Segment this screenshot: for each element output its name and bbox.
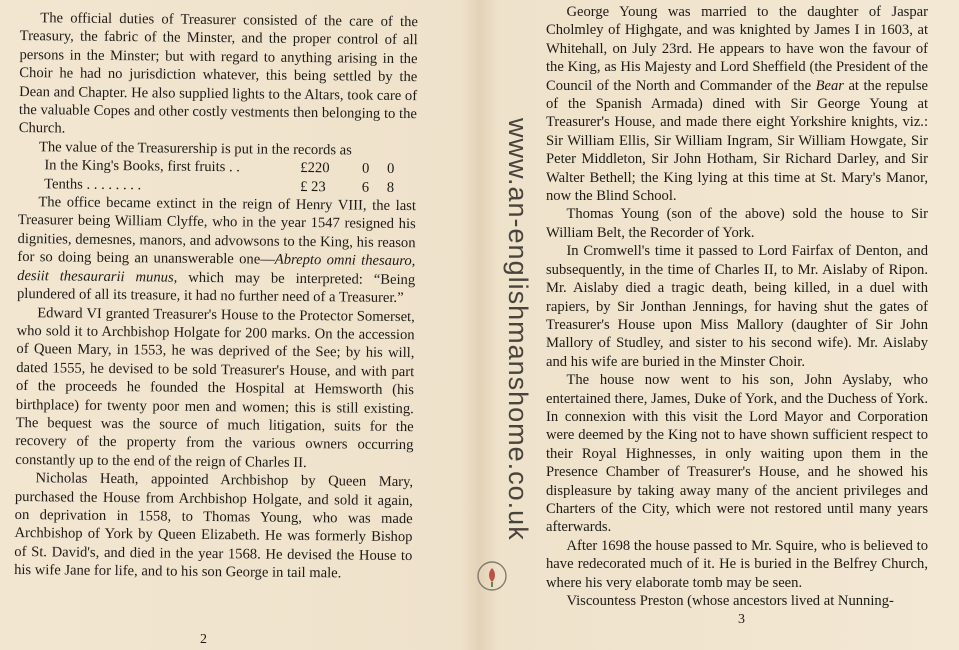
paragraph-treasurership-value: The value of the Treasurership is put in the records as xyxy=(38,139,352,159)
page-number: 2 xyxy=(200,632,207,647)
paragraph-office-extinct-translation: which may be interpreted: “Being plundered of all its treasure, it had no further need of a Treasurer.” xyxy=(16,269,416,307)
paragraph-mr-squire: After 1698 the house passed to Mr. Squire, who is believed to have redecorated much of it. He is buried in the Belfrey Church, where his very elaborate tomb may be seen. xyxy=(546,537,928,591)
page-number: 3 xyxy=(738,612,745,627)
ledger-shillings: 0 xyxy=(361,160,370,177)
ledger-amount xyxy=(300,178,394,197)
paragraph-nicholas-heath: Nicholas Heath, appointed Archbishop by Queen Mary, purchased the House from Archbishop Holgate, and sold it again, on deprivation in 1558, to Thomas Young, who was made Archbishop of York by Queen Elizabeth. He was formerly Bishop of St. David's, and died in the year 1568. He devised the House to his wife Jane for life, and to his son George in tail male. xyxy=(14,470,414,582)
paragraph-office-extinct xyxy=(17,193,416,308)
rose-logo-icon xyxy=(476,560,508,592)
ledger-pounds: £220 xyxy=(300,160,330,177)
ledger-description: In the King's Books, first fruits . . xyxy=(44,157,241,176)
paragraph-george-young-continued: at the repulse of the Spanish Armada) dined with Sir George Young at Treasurer's House, and made there eight Yorkshire knights, viz.: Sir William Ellis, Sir William Ingram, Sir William Howgate, Sir Peter Middleton, Sir John Hotham, Sir Richard Darley, and Sir Walter Bethell; the King lying at this time at St. Mary's Manor, now the Blind School. xyxy=(546,77,928,205)
right-page-text xyxy=(546,3,928,610)
ledger-pence: 8 xyxy=(386,179,395,196)
paragraph-treasurer-duties: The official duties of Treasurer consisted of the care of the Treasury, the fabric of the Minster, and the proper control of all persons in the Minster; but with regard to anything arising in the Choir he had no jurisdiction whatever, this being settled by the Dean and Chapter. He also supplied lights to the Altars, took care of the valuable Copes and other costly vestments then belonging to the Church. xyxy=(18,10,418,137)
ship-name: Bear xyxy=(815,77,844,94)
ledger-amount xyxy=(300,159,394,178)
paragraph-cromwell: In Cromwell's time it passed to Lord Fairfax of Denton, and subsequently, in the time of Charles II, to Mr. Aislaby of Ripon. Mr. Aislaby died a tragic death, being killed, in a duel with rapiers, by Sir Jonthan Jennings, for having shut the gates of Treasurer's House upon Miss Mallory (daughter of Sir John Mallory of Studley, and sister to his second wife). Mr. Aislaby and his wife are buried in the Minster Choir. xyxy=(546,243,928,370)
right-page xyxy=(480,0,959,650)
latin-quote: Abrepto omni thesauro, desiit thesaurarii munus, xyxy=(17,251,416,286)
ledger-description: Tenths . . . . . . . . xyxy=(44,175,142,193)
value-ledger xyxy=(44,157,394,197)
left-page-text xyxy=(14,9,418,584)
paragraph-george-young-text: George Young was married to the daughter of Jaspar Cholmley of Highgate, and was knighted by James I in 1603, at Whitehall, on July 23rd. He appears to have won the favour of the King, as His Majesty and Lord Sheffield (the President of the Council of the North and Commander of the xyxy=(546,4,928,94)
paragraph-thomas-young: Thomas Young (son of the above) sold the house to Sir William Belt, the Recorder of York. xyxy=(546,206,928,241)
paragraph-office-extinct-text: The office became extinct in the reign of Henry VIII, the last Treasurer being William Clyffe, who in the year 1547 resigned his dignities, demesnes, manors, and advowsons to the King, his reason for so doing being an unanswerable one— xyxy=(17,194,417,268)
website-watermark: www.an-englishmanshome.co.uk xyxy=(503,118,533,541)
paragraph-edward-vi: Edward VI granted Treasurer's House to the Protector Somerset, who sold it to Archbishop Holgate for 200 marks. On the accession of Queen Mary, in 1553, he was deprived of the See; by his will, dated 1555, he devised to be sold Treasurer's House, and with part of the proceeds he founded the Hospital at Hemsworth (his birthplace) for twenty poor men and women; this is still existing. The bequest was the source of much litigation, suits for the recovery of the property from the various owners occurring constantly up to the end of the reign of Charles II. xyxy=(15,304,415,471)
ledger-pence: 0 xyxy=(386,161,395,178)
paragraph-george-young xyxy=(546,3,928,205)
ledger-shillings: 6 xyxy=(361,179,370,196)
paragraph-viscountess-preston: Viscountess Preston (whose ancestors lived at Nunning- xyxy=(566,593,894,609)
paragraph-john-ayslaby: The house now went to his son, John Ayslaby, who entertained there, James, Duke of York, and the Duchess of York. In connexion with this visit the Lord Mayor and Corporation were deemed by the King not to have shown sufficient respect to their Royal Highnesses, in only waiting upon them in the Presence Chamber of Treasurer's House, and he showed his displeasure by taking away many of the ancient privileges and Charters of the City, which were not restored until many years afterwards. xyxy=(546,372,928,536)
ledger-pounds: £ 23 xyxy=(300,178,326,195)
